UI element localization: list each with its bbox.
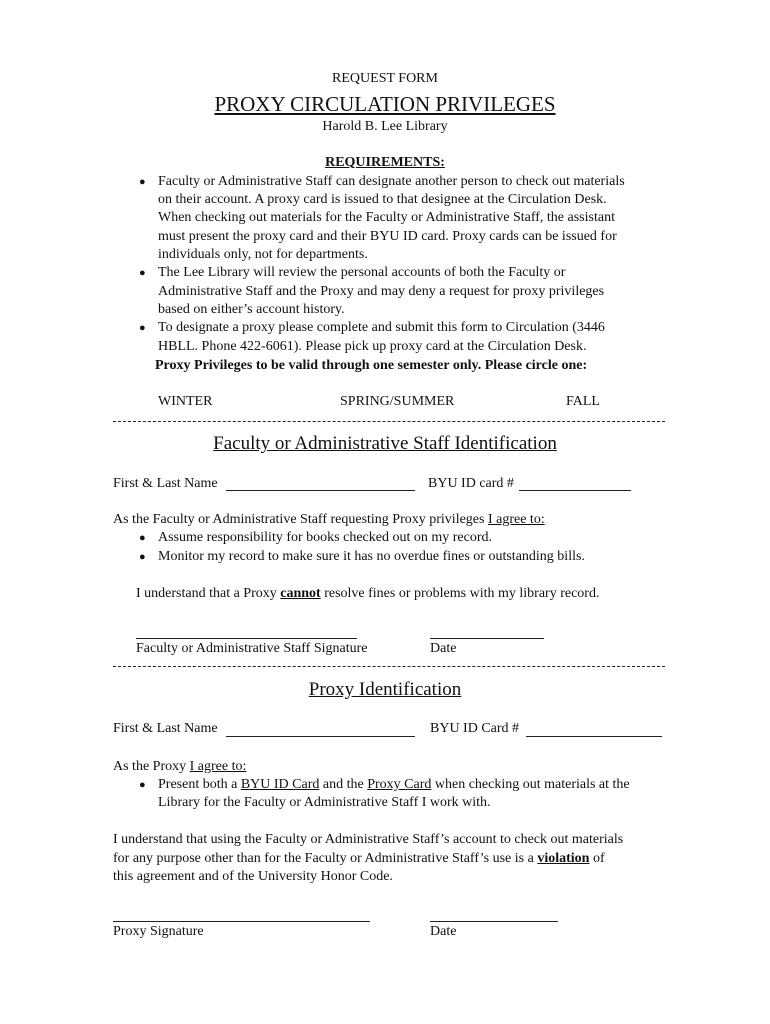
proxy-signature-label: Proxy Signature bbox=[113, 924, 204, 939]
proxy-date-field[interactable] bbox=[430, 921, 558, 922]
bullet-icon: ● bbox=[139, 532, 146, 544]
proxy-id-label: BYU ID Card # bbox=[430, 721, 520, 736]
bullet-icon: ● bbox=[139, 551, 146, 563]
faculty-signature-label: Faculty or Administrative Staff Signature bbox=[136, 641, 368, 656]
faculty-signature-field[interactable] bbox=[136, 638, 357, 639]
faculty-id-field[interactable] bbox=[519, 490, 631, 491]
proxy-signature-field[interactable] bbox=[113, 921, 370, 922]
form-type: REQUEST FORM bbox=[332, 71, 438, 86]
semester-winter[interactable]: WINTER bbox=[158, 394, 213, 409]
proxy-name-field[interactable] bbox=[226, 736, 415, 737]
requirement-text: based on either’s account history. bbox=[158, 302, 345, 317]
section-divider bbox=[113, 421, 665, 422]
faculty-agree-line: As the Faculty or Administrative Staff requesting Proxy privileges I agree to: bbox=[113, 512, 545, 527]
proxy-id-field[interactable] bbox=[526, 736, 662, 737]
faculty-id-label: BYU ID card # bbox=[428, 476, 514, 491]
faculty-agreement-item: Assume responsibility for books checked out on my record. bbox=[158, 530, 492, 545]
faculty-date-label: Date bbox=[430, 641, 457, 656]
proxy-agreement-item: Present both a BYU ID Card and the Proxy Card when checking out materials at the bbox=[158, 777, 630, 792]
proxy-statement: I understand that using the Faculty or Administrative Staff’s account to check out materials bbox=[113, 832, 624, 847]
section-divider bbox=[113, 666, 665, 667]
faculty-name-field[interactable] bbox=[226, 490, 415, 491]
requirement-text: When checking out materials for the Faculty or Administrative Staff, the assistant bbox=[158, 210, 615, 225]
requirement-text: Faculty or Administrative Staff can designate another person to check out materials bbox=[158, 174, 625, 189]
bullet-icon: ● bbox=[139, 779, 146, 791]
requirement-text: on their account. A proxy card is issued to that designee at the Circulation Desk. bbox=[158, 192, 607, 207]
requirement-text: Administrative Staff and the Proxy and may deny a request for proxy privileges bbox=[158, 284, 605, 299]
bullet-icon: ● bbox=[139, 322, 146, 334]
proxy-date-label: Date bbox=[430, 924, 457, 939]
semester-spring-summer[interactable]: SPRING/SUMMER bbox=[340, 394, 455, 409]
proxy-name-label: First & Last Name bbox=[113, 721, 218, 736]
requirement-text: HBLL. Phone 422-6061). Please pick up proxy card at the Circulation Desk. bbox=[158, 339, 587, 354]
requirement-text: must present the proxy card and their BYU ID card. Proxy cards can be issued for bbox=[158, 229, 617, 244]
faculty-agreement-item: Monitor my record to make sure it has no overdue fines or outstanding bills. bbox=[158, 549, 585, 564]
requirement-text: individuals only, not for departments. bbox=[158, 247, 368, 262]
proxy-agreement-item-cont: Library for the Faculty or Administrative Staff I work with. bbox=[158, 795, 491, 810]
requirements-heading: REQUIREMENTS: bbox=[325, 155, 445, 170]
bullet-icon: ● bbox=[139, 176, 146, 188]
library-name: Harold B. Lee Library bbox=[322, 119, 448, 134]
semester-fall[interactable]: FALL bbox=[566, 394, 600, 409]
proxy-statement: for any purpose other than for the Faculty or Administrative Staff’s use is a violation of bbox=[113, 851, 605, 866]
requirement-text: The Lee Library will review the personal accounts of both the Faculty or bbox=[158, 265, 566, 280]
validity-note: Proxy Privileges to be valid through one semester only. Please circle one: bbox=[155, 358, 588, 373]
faculty-date-field[interactable] bbox=[430, 638, 544, 639]
faculty-section-heading: Faculty or Administrative Staff Identification bbox=[213, 433, 557, 454]
page-title: PROXY CIRCULATION PRIVILEGES bbox=[214, 92, 556, 116]
proxy-agree-line: As the Proxy I agree to: bbox=[113, 759, 247, 774]
requirement-text: To designate a proxy please complete and submit this form to Circulation (3446 bbox=[158, 320, 605, 335]
proxy-section-heading: Proxy Identification bbox=[308, 679, 462, 700]
proxy-statement: this agreement and of the University Honor Code. bbox=[113, 869, 393, 884]
bullet-icon: ● bbox=[139, 267, 146, 279]
faculty-name-label: First & Last Name bbox=[113, 476, 218, 491]
faculty-understand-line: I understand that a Proxy cannot resolve fines or problems with my library record. bbox=[136, 586, 600, 601]
